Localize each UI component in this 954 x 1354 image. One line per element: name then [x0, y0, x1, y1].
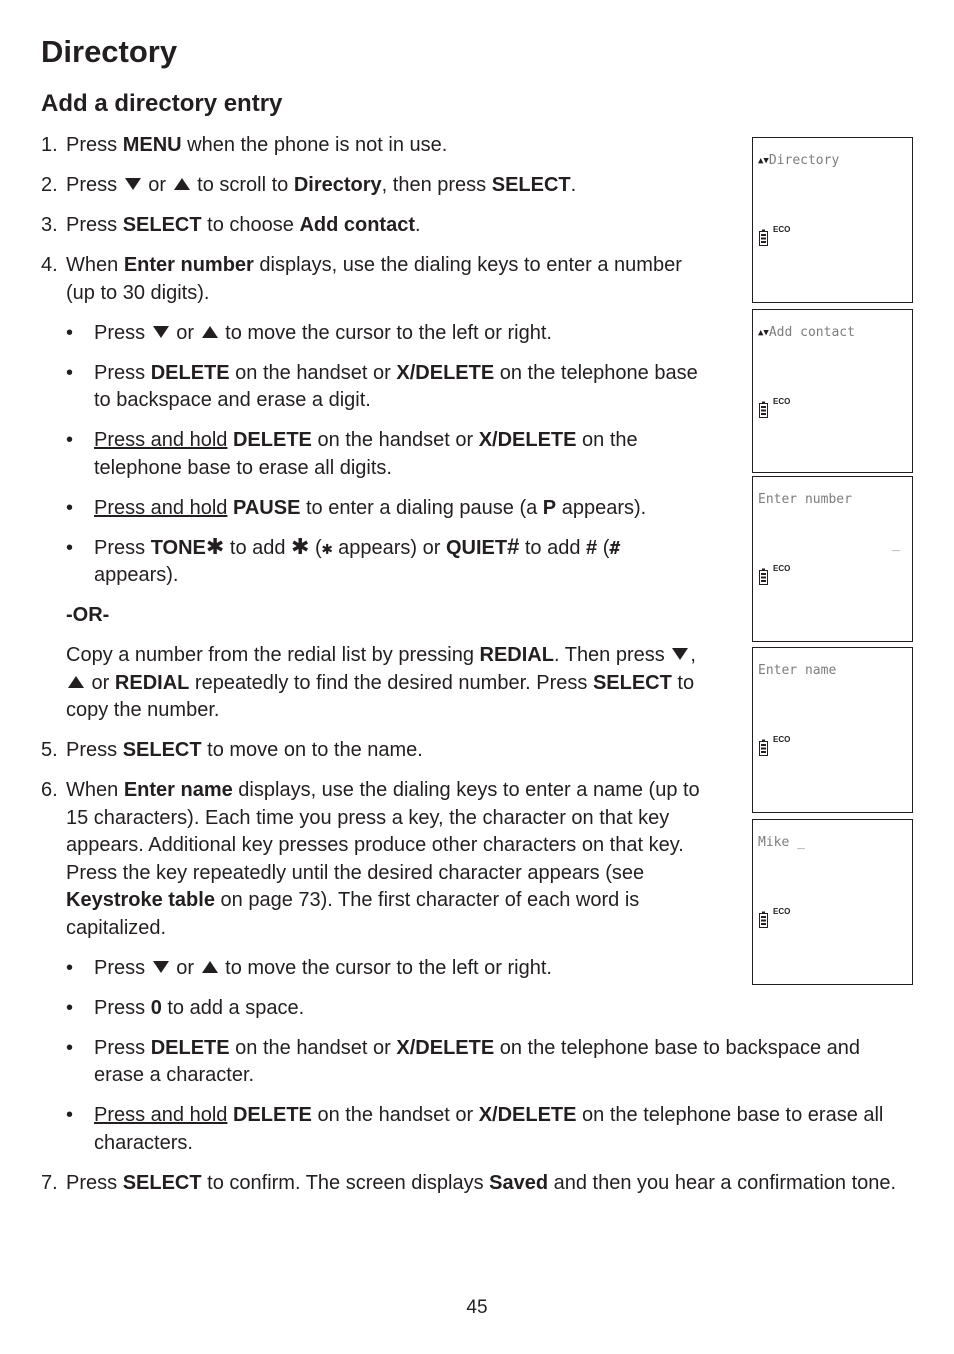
key-x-delete: X/DELETE: [478, 1104, 577, 1126]
bullet-dot: •: [66, 996, 74, 1019]
text: to move the cursor to the left or right.: [219, 321, 552, 344]
step-number: 1.: [41, 134, 58, 156]
text: on the handset or: [311, 429, 479, 451]
text: Press: [94, 996, 151, 1019]
eco-indicator: ECO: [773, 735, 791, 744]
text: or: [170, 956, 200, 979]
down-arrow-icon: [153, 326, 169, 338]
step-number: 5.: [41, 739, 58, 761]
text: Press: [66, 174, 123, 196]
bullet-dot: •: [66, 536, 74, 559]
step-4: [41, 252, 701, 725]
key-pause: PAUSE: [232, 496, 301, 519]
key-select: SELECT: [592, 671, 672, 694]
text: or: [170, 321, 200, 344]
screen-text: [758, 325, 855, 340]
text: appears) or: [332, 536, 446, 559]
up-arrow-icon: [174, 178, 190, 190]
text: to confirm. The screen displays: [201, 1171, 490, 1194]
text: Press: [94, 1036, 151, 1059]
menu-add-contact: Add contact: [299, 214, 415, 236]
bullet-item: [66, 427, 701, 482]
handset-screen-directory: [752, 137, 913, 303]
key-redial: REDIAL: [114, 671, 190, 694]
up-arrow-icon: [202, 961, 218, 973]
text: Press: [66, 739, 123, 761]
key-select: SELECT: [491, 174, 571, 196]
text: displays, use the dialing keys to enter a name (up to 15 characters). Each time you press a key, the character on that key appears. Additional key presses produce other characters on that key. Press the key repeatedly until the desired character appears (see: [66, 779, 700, 884]
key-x-delete: X/DELETE: [478, 429, 577, 451]
screen-label: Mike _: [758, 835, 805, 850]
page-title: Directory: [41, 34, 178, 69]
text: repeatedly to find the desired number. Press: [189, 671, 593, 694]
status-saved: Saved: [489, 1171, 549, 1194]
or-label: -OR-: [66, 604, 110, 626]
text: Press: [66, 134, 123, 156]
hash-symbol: #: [586, 536, 598, 559]
text: or: [86, 671, 115, 694]
step-number: 4.: [41, 254, 58, 276]
step-6-text: [66, 777, 706, 942]
battery-icon: [759, 568, 768, 585]
text: ,: [690, 644, 696, 666]
up-arrow-icon: [68, 676, 84, 688]
bullet-item: [66, 495, 701, 523]
step-3: [41, 212, 701, 240]
text: Press: [94, 321, 151, 344]
text: to copy the number.: [66, 671, 695, 721]
step-2: [41, 172, 701, 200]
step-number: 6.: [41, 779, 58, 801]
eco-indicator: ECO: [773, 225, 791, 234]
key-zero: 0: [150, 996, 162, 1019]
text: Press: [94, 956, 151, 979]
bullet-item: [66, 535, 701, 590]
text: displays, use the dialing keys to enter a number (up to 30 digits).: [66, 254, 682, 304]
key-delete: DELETE: [232, 429, 312, 451]
key-redial: REDIAL: [479, 644, 554, 666]
battery-icon: [759, 401, 768, 418]
text: to add: [224, 536, 292, 559]
text: and then you hear a confirmation tone.: [548, 1171, 897, 1194]
text: to add a space.: [161, 996, 305, 1019]
screen-text: [758, 153, 839, 168]
text: When: [66, 254, 124, 276]
star-icon: ✱: [205, 533, 225, 559]
text: on the telephone base to backspace and erase a digit.: [94, 361, 698, 411]
pause-symbol: P: [542, 496, 557, 519]
text: appears).: [94, 564, 179, 586]
key-x-delete: X/DELETE: [396, 361, 495, 384]
screen-text: [758, 835, 805, 850]
prompt-enter-name: Enter name: [123, 779, 233, 801]
battery-icon: [759, 911, 768, 928]
section-heading: Add a directory entry: [41, 90, 283, 117]
redial-copy-paragraph: [66, 642, 701, 725]
press-and-hold: Press and hold: [94, 429, 228, 451]
text: on the telephone base to backspace and erase a character.: [94, 1036, 861, 1086]
text: (: [597, 536, 610, 559]
bullet-dot: •: [66, 496, 74, 519]
down-arrow-icon: [672, 648, 688, 660]
bullet-dot: •: [66, 956, 74, 979]
step-5: [41, 737, 701, 765]
key-delete: DELETE: [150, 1036, 230, 1059]
text: to move on to the name.: [201, 739, 423, 761]
text: on the handset or: [229, 361, 397, 384]
text: to move the cursor to the left or right.: [219, 956, 552, 979]
handset-screen-add-contact: [752, 309, 913, 473]
text: Press: [94, 361, 151, 384]
text: .: [570, 174, 577, 196]
step-number: 3.: [41, 214, 58, 236]
screen-label: Directory: [768, 153, 840, 168]
handset-screen-enter-number: [752, 476, 913, 642]
text: on the handset or: [229, 1036, 397, 1059]
text: to add: [519, 536, 587, 559]
up-arrow-icon: [202, 326, 218, 338]
hash-icon: #: [507, 533, 520, 559]
bullet-dot: •: [66, 429, 74, 451]
text: Copy a number from the redial list by pressing: [66, 644, 480, 666]
bullet-item: [66, 360, 701, 415]
text: (: [309, 536, 322, 559]
eco-indicator: ECO: [773, 397, 791, 406]
text: on page 73). The first character of each word is capitalized.: [66, 889, 640, 939]
text: to enter a dialing pause (a: [300, 496, 543, 519]
key-menu: MENU: [122, 134, 182, 156]
battery-icon: [759, 739, 768, 756]
bullet-item: [66, 1035, 911, 1090]
key-select: SELECT: [122, 1171, 202, 1194]
press-and-hold: Press and hold: [94, 1104, 228, 1126]
screen-text: [758, 492, 852, 507]
key-delete: DELETE: [150, 361, 230, 384]
bullet-item: [66, 320, 701, 348]
screen-label: Add contact: [768, 325, 855, 340]
bullet-dot: •: [66, 321, 74, 344]
scroll-arrows-icon: ▲▼: [758, 156, 769, 166]
text: . Then press: [553, 644, 671, 666]
step-number: 2.: [41, 174, 58, 196]
eco-indicator: ECO: [773, 907, 791, 916]
bullet-dot: •: [66, 1104, 74, 1126]
step-number: 7.: [41, 1171, 58, 1194]
keystroke-table-ref: Keystroke table: [66, 889, 215, 911]
bullet-dot: •: [66, 1036, 74, 1059]
page-number: 45: [466, 1297, 488, 1318]
text: When: [66, 779, 124, 801]
handset-screen-enter-name: [752, 647, 913, 813]
step-1: [41, 132, 701, 160]
key-select: SELECT: [122, 214, 202, 236]
down-arrow-icon: [153, 961, 169, 973]
text: or: [142, 174, 172, 196]
handset-screen-name-entry: [752, 819, 913, 985]
prompt-enter-number: Enter number: [123, 254, 254, 276]
text: to choose: [201, 214, 300, 236]
star-display-icon: ✱: [321, 537, 333, 559]
key-tone: TONE: [150, 536, 206, 559]
bullet-dot: •: [66, 361, 74, 384]
hash-display-icon: #: [609, 537, 621, 559]
down-arrow-icon: [125, 178, 141, 190]
press-and-hold: Press and hold: [94, 496, 228, 519]
text: on the telephone base to erase all characters.: [94, 1104, 884, 1154]
menu-directory: Directory: [293, 174, 382, 196]
text: on the telephone base to erase all digits.: [94, 429, 638, 479]
battery-icon: [759, 229, 768, 246]
text: .: [415, 214, 421, 236]
text-cursor: _: [892, 537, 900, 552]
or-separator: [66, 602, 701, 630]
text: when the phone is not in use.: [181, 134, 448, 156]
text: to scroll to: [191, 174, 294, 196]
key-delete: DELETE: [232, 1104, 312, 1126]
text: on the handset or: [311, 1104, 479, 1126]
text: Press: [66, 214, 123, 236]
star-icon: ✱: [291, 533, 310, 559]
step-7: [41, 1170, 911, 1198]
screen-label: Enter number: [758, 492, 852, 507]
bullet-item: [66, 1102, 911, 1157]
text: Press: [94, 536, 151, 559]
scroll-arrows-icon: ▲▼: [758, 328, 769, 338]
text: appears).: [556, 496, 647, 519]
bullet-item: [66, 995, 911, 1023]
screen-label: Enter name: [758, 663, 837, 678]
key-quiet: QUIET: [445, 536, 508, 559]
text: , then press: [381, 174, 492, 196]
key-x-delete: X/DELETE: [396, 1036, 495, 1059]
eco-indicator: ECO: [773, 564, 791, 573]
text: Press: [66, 1171, 123, 1194]
screen-text: [758, 663, 836, 678]
key-select: SELECT: [122, 739, 202, 761]
